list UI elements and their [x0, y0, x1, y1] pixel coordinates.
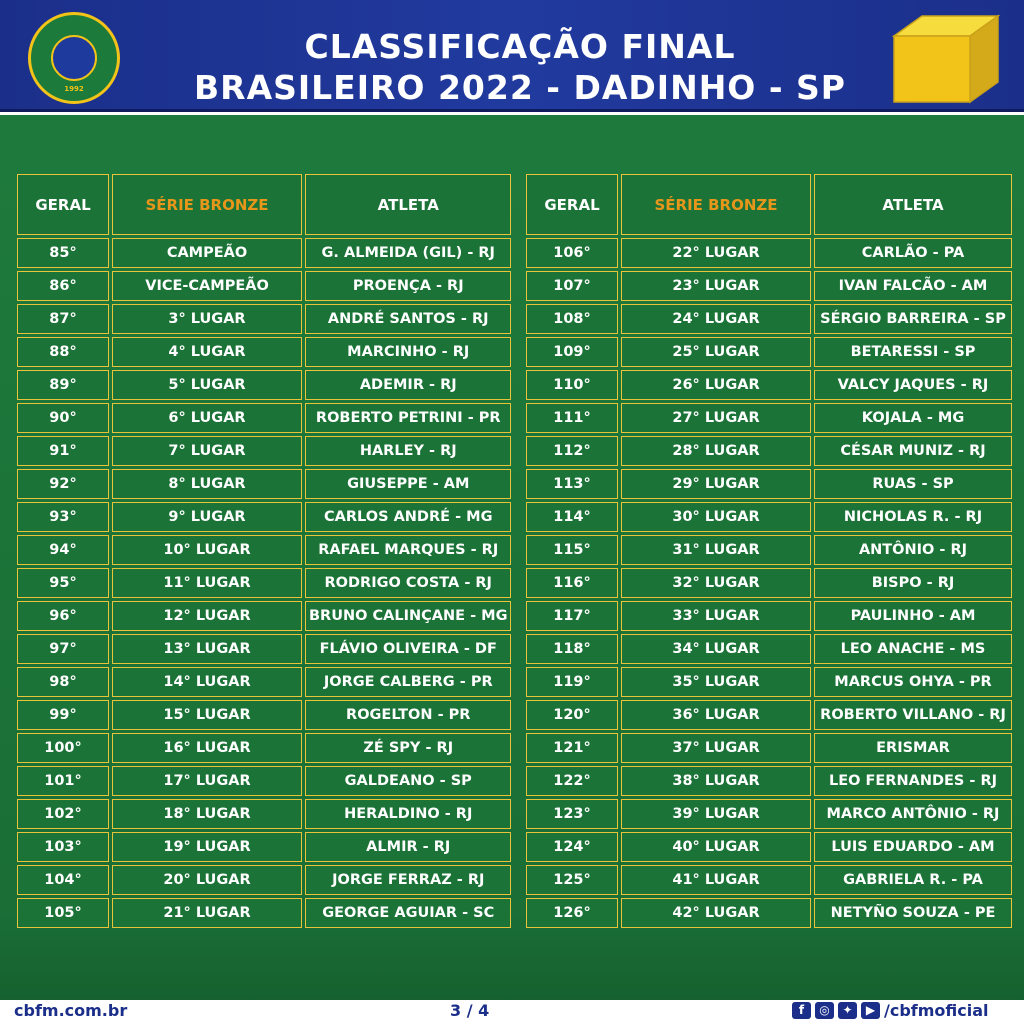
twitter-icon[interactable]: ✦ [838, 1002, 857, 1019]
header-banner [0, 0, 1024, 112]
geral-cell: 87° [17, 304, 109, 334]
table-row [526, 667, 1012, 697]
table-row [526, 799, 1012, 829]
col-geral-header: GERAL [17, 174, 109, 235]
serie-cell: 29° LUGAR [621, 469, 811, 499]
atleta-cell: HERALDINO - RJ [305, 799, 511, 829]
atleta-cell: FLÁVIO OLIVEIRA - DF [305, 634, 511, 664]
serie-cell: 33° LUGAR [621, 601, 811, 631]
table-row [17, 733, 511, 763]
atleta-cell: RUAS - SP [814, 469, 1012, 499]
logo-year: 1992 [64, 85, 84, 93]
table-row [526, 535, 1012, 565]
geral-cell: 98° [17, 667, 109, 697]
atleta-cell: ADEMIR - RJ [305, 370, 511, 400]
geral-cell: 110° [526, 370, 618, 400]
serie-cell: 21° LUGAR [112, 898, 302, 928]
logo-field-emblem [51, 35, 97, 81]
serie-cell: 15° LUGAR [112, 700, 302, 730]
serie-cell: 38° LUGAR [621, 766, 811, 796]
serie-cell: 14° LUGAR [112, 667, 302, 697]
table-row [526, 766, 1012, 796]
geral-cell: 109° [526, 337, 618, 367]
atleta-cell: JORGE CALBERG - PR [305, 667, 511, 697]
atleta-cell: JORGE FERRAZ - RJ [305, 865, 511, 895]
table-row [526, 568, 1012, 598]
table-row [17, 370, 511, 400]
table-row [17, 865, 511, 895]
serie-cell: 35° LUGAR [621, 667, 811, 697]
atleta-cell: IVAN FALCÃO - AM [814, 271, 1012, 301]
serie-cell: 18° LUGAR [112, 799, 302, 829]
serie-cell: 42° LUGAR [621, 898, 811, 928]
table-row [17, 700, 511, 730]
serie-cell: 11° LUGAR [112, 568, 302, 598]
atleta-cell: G. ALMEIDA (GIL) - RJ [305, 238, 511, 268]
table-header-row [17, 174, 511, 235]
serie-cell: 10° LUGAR [112, 535, 302, 565]
site-link[interactable]: cbfm.com.br [14, 1001, 128, 1020]
serie-cell: 39° LUGAR [621, 799, 811, 829]
atleta-cell: BRUNO CALINÇANE - MG [305, 601, 511, 631]
social-links [792, 1001, 989, 1020]
serie-cell: 12° LUGAR [112, 601, 302, 631]
instagram-icon[interactable]: ◎ [815, 1002, 834, 1019]
atleta-cell: ROBERTO PETRINI - PR [305, 403, 511, 433]
table-row [17, 403, 511, 433]
serie-cell: 41° LUGAR [621, 865, 811, 895]
atleta-cell: MARCUS OHYA - PR [814, 667, 1012, 697]
atleta-cell: ANTÔNIO - RJ [814, 535, 1012, 565]
serie-cell: 20° LUGAR [112, 865, 302, 895]
serie-cell: 26° LUGAR [621, 370, 811, 400]
serie-cell: 27° LUGAR [621, 403, 811, 433]
serie-cell: 36° LUGAR [621, 700, 811, 730]
serie-cell: 4° LUGAR [112, 337, 302, 367]
atleta-cell: LUIS EDUARDO - AM [814, 832, 1012, 862]
col-atleta-header: ATLETA [814, 174, 1012, 235]
geral-cell: 90° [17, 403, 109, 433]
serie-cell: 22° LUGAR [621, 238, 811, 268]
atleta-cell: PROENÇA - RJ [305, 271, 511, 301]
geral-cell: 86° [17, 271, 109, 301]
atleta-cell: HARLEY - RJ [305, 436, 511, 466]
geral-cell: 89° [17, 370, 109, 400]
table-row [17, 271, 511, 301]
geral-cell: 106° [526, 238, 618, 268]
table-row [526, 271, 1012, 301]
atleta-cell: KOJALA - MG [814, 403, 1012, 433]
col-serie-header: SÉRIE BRONZE [112, 174, 302, 235]
geral-cell: 119° [526, 667, 618, 697]
table-row [526, 469, 1012, 499]
table-row [17, 898, 511, 928]
geral-cell: 91° [17, 436, 109, 466]
table-row [17, 667, 511, 697]
atleta-cell: CÉSAR MUNIZ - RJ [814, 436, 1012, 466]
geral-cell: 122° [526, 766, 618, 796]
table-row [17, 568, 511, 598]
col-geral-header: GERAL [526, 174, 618, 235]
geral-cell: 96° [17, 601, 109, 631]
atleta-cell: ERISMAR [814, 733, 1012, 763]
table-row [526, 370, 1012, 400]
serie-cell: 17° LUGAR [112, 766, 302, 796]
table-row [526, 601, 1012, 631]
serie-cell: 37° LUGAR [621, 733, 811, 763]
table-row [17, 799, 511, 829]
geral-cell: 88° [17, 337, 109, 367]
table-row [526, 238, 1012, 268]
table-row [17, 535, 511, 565]
serie-cell: 6° LUGAR [112, 403, 302, 433]
serie-cell: 25° LUGAR [621, 337, 811, 367]
serie-cell: 40° LUGAR [621, 832, 811, 862]
atleta-cell: VALCY JAQUES - RJ [814, 370, 1012, 400]
geral-cell: 123° [526, 799, 618, 829]
geral-cell: 104° [17, 865, 109, 895]
serie-cell: 24° LUGAR [621, 304, 811, 334]
atleta-cell: ROBERTO VILLANO - RJ [814, 700, 1012, 730]
standings-table-right [523, 171, 1015, 931]
geral-cell: 112° [526, 436, 618, 466]
geral-cell: 111° [526, 403, 618, 433]
geral-cell: 126° [526, 898, 618, 928]
serie-cell: 19° LUGAR [112, 832, 302, 862]
serie-cell: 3° LUGAR [112, 304, 302, 334]
atleta-cell: ROGELTON - PR [305, 700, 511, 730]
atleta-cell: GEORGE AGUIAR - SC [305, 898, 511, 928]
table-row [526, 898, 1012, 928]
cbfm-logo [28, 12, 120, 104]
table-row [17, 238, 511, 268]
geral-cell: 113° [526, 469, 618, 499]
geral-cell: 99° [17, 700, 109, 730]
atleta-cell: BETARESSI - SP [814, 337, 1012, 367]
geral-cell: 118° [526, 634, 618, 664]
geral-cell: 121° [526, 733, 618, 763]
atleta-cell: PAULINHO - AM [814, 601, 1012, 631]
table-row [526, 304, 1012, 334]
serie-cell: 34° LUGAR [621, 634, 811, 664]
page-title [120, 26, 920, 108]
geral-cell: 108° [526, 304, 618, 334]
atleta-cell: NETYÑO SOUZA - PE [814, 898, 1012, 928]
geral-cell: 125° [526, 865, 618, 895]
facebook-icon[interactable]: f [792, 1002, 811, 1019]
serie-cell: 7° LUGAR [112, 436, 302, 466]
serie-cell: 13° LUGAR [112, 634, 302, 664]
geral-cell: 95° [17, 568, 109, 598]
table-row [17, 304, 511, 334]
yellow-cube-icon [882, 10, 1002, 106]
serie-cell: 31° LUGAR [621, 535, 811, 565]
table-row [526, 403, 1012, 433]
table-row [526, 337, 1012, 367]
social-handle[interactable]: /cbfmoficial [884, 1001, 989, 1020]
atleta-cell: ANDRÉ SANTOS - RJ [305, 304, 511, 334]
geral-cell: 117° [526, 601, 618, 631]
atleta-cell: RAFAEL MARQUES - RJ [305, 535, 511, 565]
standings-table-left [14, 171, 514, 931]
atleta-cell: GABRIELA R. - PA [814, 865, 1012, 895]
geral-cell: 120° [526, 700, 618, 730]
serie-cell: 9° LUGAR [112, 502, 302, 532]
geral-cell: 103° [17, 832, 109, 862]
table-row [526, 865, 1012, 895]
geral-cell: 124° [526, 832, 618, 862]
atleta-cell: GIUSEPPE - AM [305, 469, 511, 499]
atleta-cell: LEO FERNANDES - RJ [814, 766, 1012, 796]
table-row [526, 436, 1012, 466]
atleta-cell: ALMIR - RJ [305, 832, 511, 862]
geral-cell: 94° [17, 535, 109, 565]
geral-cell: 116° [526, 568, 618, 598]
serie-cell: 28° LUGAR [621, 436, 811, 466]
geral-cell: 93° [17, 502, 109, 532]
table-row [526, 634, 1012, 664]
table-row [526, 832, 1012, 862]
geral-cell: 114° [526, 502, 618, 532]
title-line-1: CLASSIFICAÇÃO FINAL [304, 27, 736, 66]
atleta-cell: SÉRGIO BARREIRA - SP [814, 304, 1012, 334]
title-line-2: BRASILEIRO 2022 - DADINHO - SP [194, 68, 846, 107]
table-header-row [526, 174, 1012, 235]
serie-cell: 16° LUGAR [112, 733, 302, 763]
table-row [17, 634, 511, 664]
atleta-cell: MARCO ANTÔNIO - RJ [814, 799, 1012, 829]
geral-cell: 100° [17, 733, 109, 763]
geral-cell: 105° [17, 898, 109, 928]
table-row [17, 436, 511, 466]
serie-cell: 8° LUGAR [112, 469, 302, 499]
youtube-icon[interactable]: ▶ [861, 1002, 880, 1019]
atleta-cell: MARCINHO - RJ [305, 337, 511, 367]
atleta-cell: ZÉ SPY - RJ [305, 733, 511, 763]
table-row [17, 766, 511, 796]
atleta-cell: CARLÃO - PA [814, 238, 1012, 268]
table-row [17, 601, 511, 631]
atleta-cell: BISPO - RJ [814, 568, 1012, 598]
atleta-cell: LEO ANACHE - MS [814, 634, 1012, 664]
serie-cell: 30° LUGAR [621, 502, 811, 532]
geral-cell: 107° [526, 271, 618, 301]
table-row [526, 502, 1012, 532]
geral-cell: 85° [17, 238, 109, 268]
table-row [526, 733, 1012, 763]
table-row [526, 700, 1012, 730]
serie-cell: VICE-CAMPEÃO [112, 271, 302, 301]
table-row [17, 832, 511, 862]
serie-cell: CAMPEÃO [112, 238, 302, 268]
atleta-cell: CARLOS ANDRÉ - MG [305, 502, 511, 532]
footer [0, 1000, 1024, 1021]
geral-cell: 92° [17, 469, 109, 499]
serie-cell: 5° LUGAR [112, 370, 302, 400]
serie-cell: 32° LUGAR [621, 568, 811, 598]
page-indicator: 3 / 4 [450, 1001, 490, 1020]
table-row [17, 337, 511, 367]
geral-cell: 115° [526, 535, 618, 565]
atleta-cell: GALDEANO - SP [305, 766, 511, 796]
serie-cell: 23° LUGAR [621, 271, 811, 301]
standings-area [0, 115, 1024, 1000]
atleta-cell: RODRIGO COSTA - RJ [305, 568, 511, 598]
geral-cell: 102° [17, 799, 109, 829]
table-row [17, 469, 511, 499]
geral-cell: 97° [17, 634, 109, 664]
geral-cell: 101° [17, 766, 109, 796]
table-row [17, 502, 511, 532]
col-atleta-header: ATLETA [305, 174, 511, 235]
col-serie-header: SÉRIE BRONZE [621, 174, 811, 235]
atleta-cell: NICHOLAS R. - RJ [814, 502, 1012, 532]
